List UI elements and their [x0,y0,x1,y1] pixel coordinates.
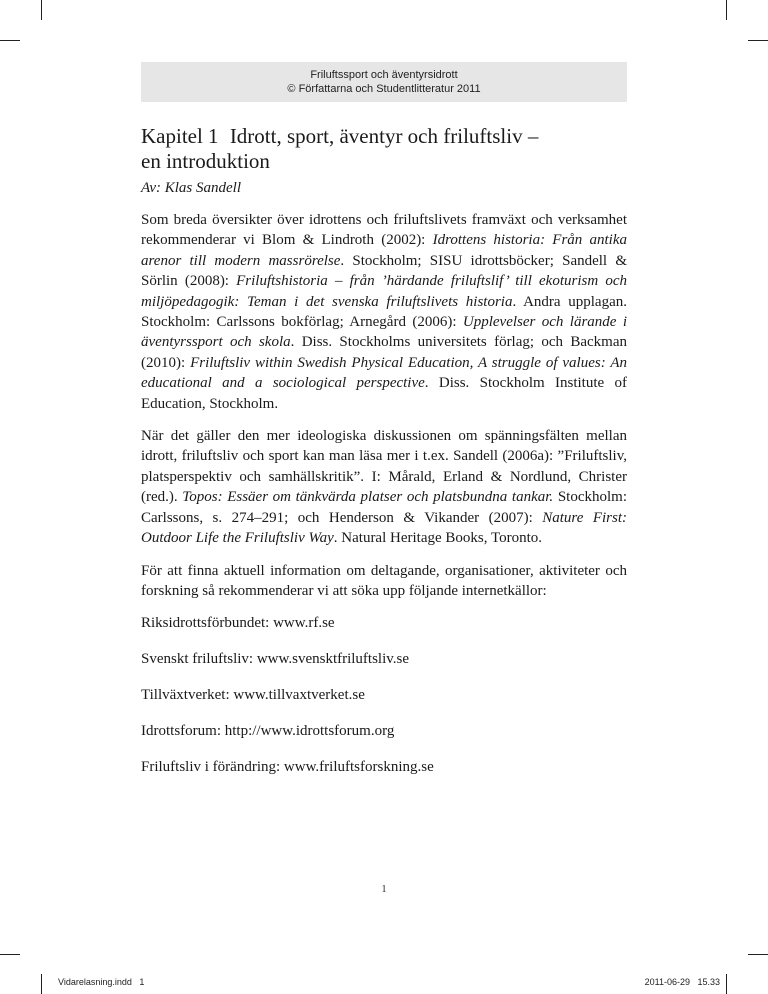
link-riksidrottsforbundet[interactable]: Riksidrottsförbundet: www.rf.se [141,615,335,632]
link-svenskt-friluftsliv[interactable]: Svenskt friluftsliv: www.svensktfriluftsliv.se [141,651,410,668]
paragraph-ideological [141,426,627,548]
link-tillvaxtverket[interactable]: Tillväxtverket: www.tillvaxtverket.se [141,687,365,704]
p1-book-title: Friluftsliv within Swedish Physical Education, A struggle of values: An educational and a sociological perspective [141,354,627,392]
chapter-author: Av: Klas Sandell [141,180,241,196]
p2-text: När det gäller den mer ideologiska diskussionen om spänningsfälten mellan idrott, friluftsliv och sport kan man läsa mer i t.ex. Sandell (2006a): ”Friluftsliv, platsperspektiv och samhällskritik”. I: Mårald, Erland & Nordlund, Christer (red.). [141,428,627,506]
crop-mark [41,0,42,20]
slug-timestamp: 2011-06-29 15.33 [644,977,720,987]
paragraph-overview [141,210,627,414]
link-friluftsliv-i-forandring[interactable]: Friluftsliv i förändring: www.friluftsforskning.se [141,759,434,776]
running-header [141,62,627,102]
p1-book-title: Idrottens historia: Från antika arenor till modern massrörelse [141,232,627,269]
p2-text: Stockholm: Carlssons, s. 274–291; och Henderson & Vikander (2007): [141,489,627,526]
chapter-number: Kapitel 1 [141,124,219,148]
p1-text: . Stockholm; SISU idrottsböcker; Sandell & Sörlin (2008): [141,252,627,290]
slug-filename: Vidarelasning.indd 1 [58,977,145,987]
p1-book-title: Friluftshistoria – från ’härdande friluftslif’ till ekoturism och miljöpedagogik: Teman i det svenska friluftslivets historia [141,273,627,310]
chapter-title-line1: Idrott, sport, äventyr och friluftsliv – [229,124,539,148]
crop-mark [748,954,768,955]
crop-mark [0,40,20,41]
crop-mark [0,954,20,955]
p1-text: . Diss. Stockholm Institute of Education, Stockholm. [141,375,627,412]
link-idrottsforum[interactable]: Idrottsforum: http://www.idrottsforum.org [141,723,395,740]
page-body [141,124,627,793]
header-copyright: © Författarna och Studentlitteratur 2011 [287,83,481,95]
crop-mark [726,0,727,20]
header-book-title: Friluftssport och äventyrsidrott [310,69,458,81]
p2-book-title: Topos: Essäer om tänkvärda platser och platsbundna tankar. [182,489,554,506]
p1-text: Som breda översikter över idrottens och friluftslivets framväxt och verksamhet rekommenderar vi Blom & Lindroth (2002): [141,212,627,249]
page-number: 1 [381,884,387,895]
p2-text: . Natural Heritage Books, Toronto. [333,530,542,547]
p1-text: . Andra upplagan. Stockholm: Carlssons bokförlag; Arnegård (2006): [141,293,627,331]
p2-book-title: Nature First: Outdoor Life the Friluftsliv Way [141,509,628,547]
p1-book-title: Upplevelser och lärande i äventyrssport och skola [141,314,627,351]
paragraph-sources-intro: För att finna aktuell information om deltagande, organisationer, aktiviteter och forskning så rekommenderar vi att söka upp följande internetkällor: [141,562,627,599]
crop-mark [748,40,768,41]
crop-mark [726,974,727,994]
chapter-title-line2: en introduktion [141,149,270,173]
chapter-title [141,124,627,174]
crop-mark [41,974,42,994]
p1-text: . Diss. Stockholms universitets förlag; och Backman (2010): [141,334,627,371]
link-list [141,613,627,777]
